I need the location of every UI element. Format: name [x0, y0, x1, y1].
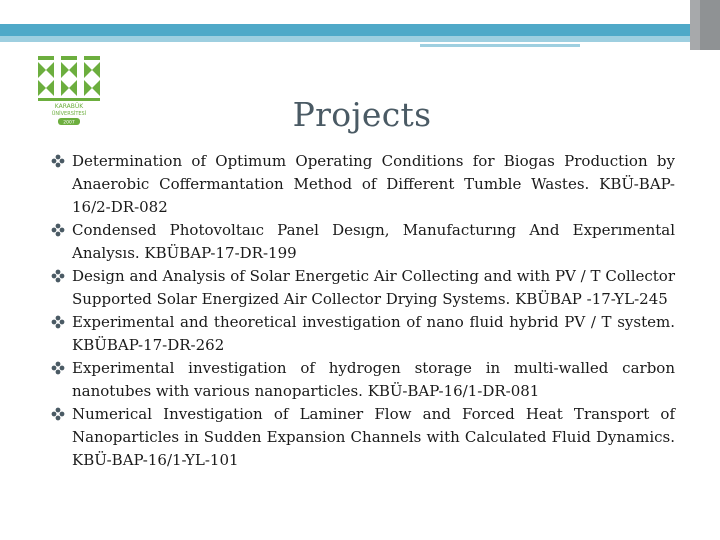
light-teal-bar — [0, 36, 720, 42]
gray-block-inner — [700, 0, 720, 50]
diamond-bullet-icon — [51, 269, 65, 283]
list-item — [51, 357, 675, 403]
header-decoration — [0, 0, 720, 60]
list-item-text: Design and Analysis of Solar Energetic Air Collecting and with PV / T Collector Supported Solar Energized Air Collector Drying Systems. KBÜBAP -17-YL-245 — [72, 267, 675, 308]
slide-title: Projects — [292, 95, 432, 134]
accent-line — [420, 44, 580, 47]
teal-bar — [0, 24, 720, 36]
list-item-text: Numerical Investigation of Laminer Flow and Forced Heat Transport of Nanoparticles in Sudden Expansion Channels with Calculated Fluid Dynamics. KBÜ-BAP-16/1-YL-101 — [72, 405, 675, 469]
list-item-text: Experimental and theoretical investigation of nano fluid hybrid PV / T system. KBÜBAP-17-DR-262 — [72, 313, 675, 354]
list-item — [51, 219, 675, 265]
list-item-text: Determination of Optimum Operating Conditions for Biogas Production by Anaerobic Coffermantation Method of Different Tumble Wastes. KBÜ-BAP-16/2-DR-082 — [72, 152, 675, 216]
list-item — [51, 265, 675, 311]
logo-year: 2007 — [63, 120, 75, 126]
list-item — [51, 150, 675, 219]
diamond-bullet-icon — [51, 154, 65, 168]
logo-text-line1: KARABÜK — [54, 103, 84, 110]
list-item — [51, 403, 675, 472]
logo-text-line2: ÜNİVERSİTESİ — [51, 111, 87, 117]
logo-lattice-icon — [38, 56, 100, 101]
list-item-text: Condensed Photovoltaıc Panel Desıgn, Manufacturıng And Experımental Analysıs. KBÜBAP-17-DR-199 — [72, 221, 675, 262]
list-item-text: Experimental investigation of hydrogen storage in multi-walled carbon nanotubes with various nanoparticles. KBÜ-BAP-16/1-DR-081 — [72, 359, 675, 400]
list-item — [51, 311, 675, 357]
karabuk-university-logo — [34, 50, 104, 128]
diamond-bullet-icon — [51, 361, 65, 375]
project-list — [51, 150, 675, 472]
diamond-bullet-icon — [51, 315, 65, 329]
diamond-bullet-icon — [51, 407, 65, 421]
diamond-bullet-icon — [51, 223, 65, 237]
